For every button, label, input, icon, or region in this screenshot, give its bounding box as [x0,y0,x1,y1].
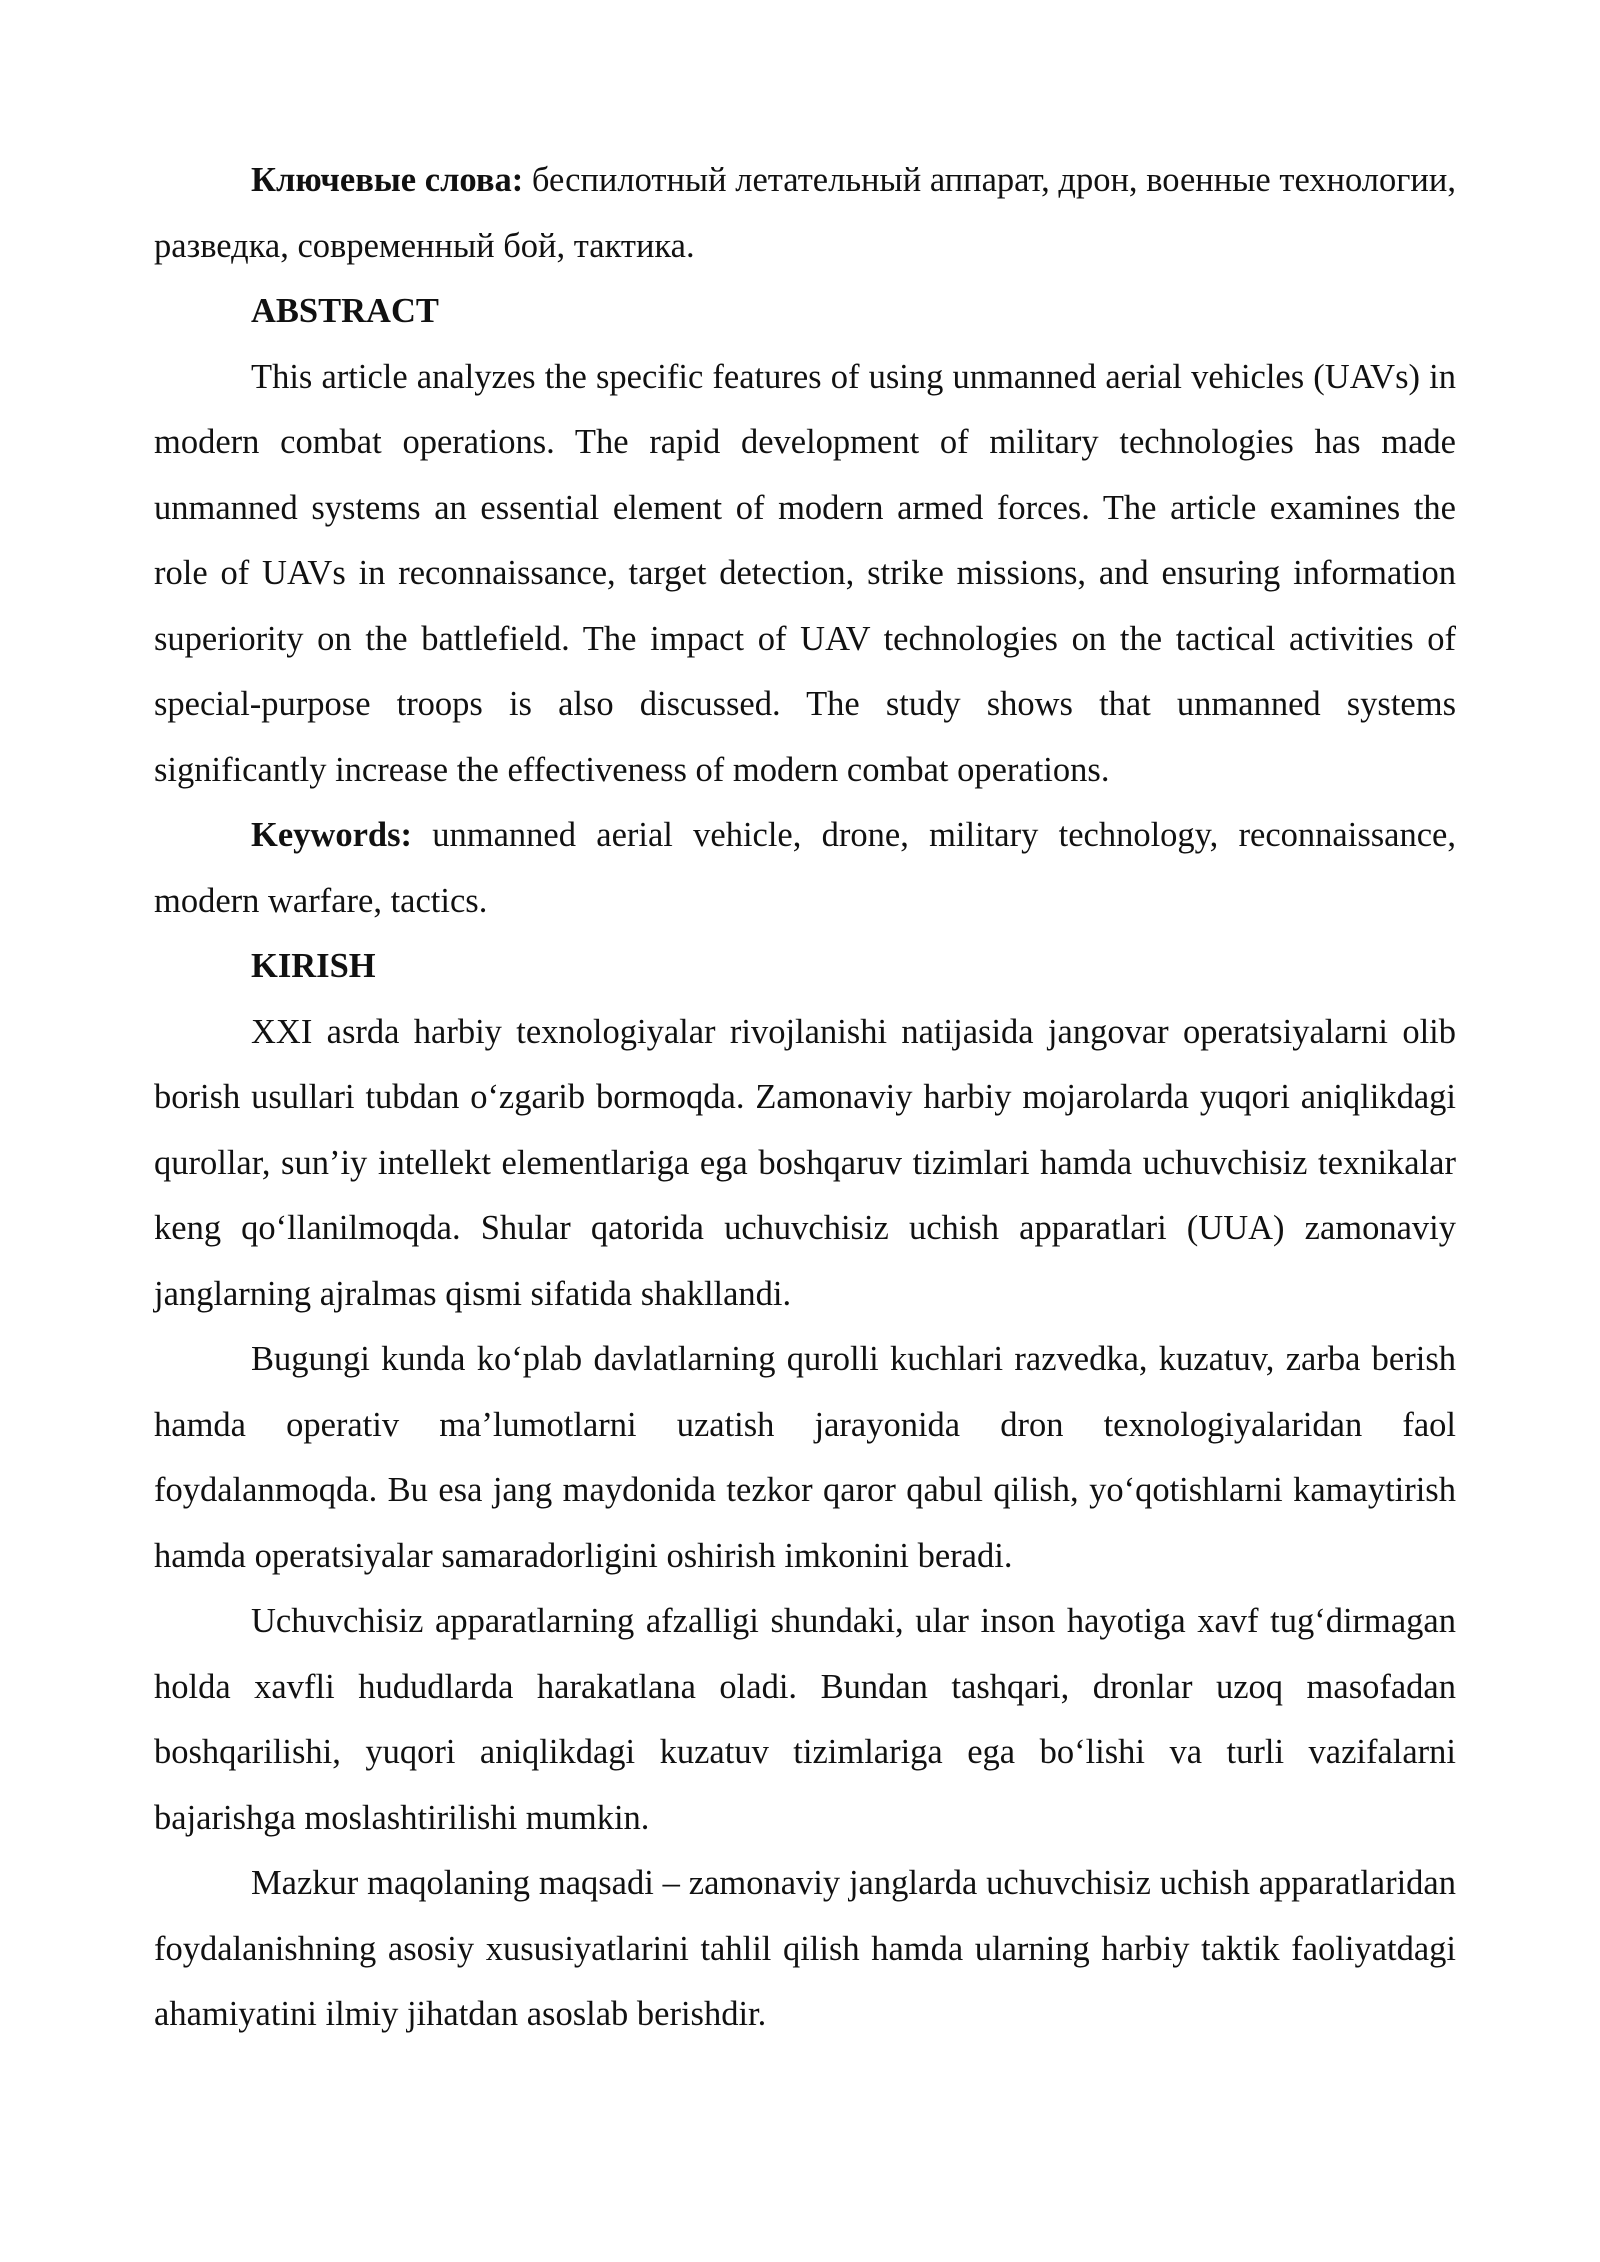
kirish-paragraph-1: XXI asrda harbiy texnologiyalar rivojlanishi natijasida jangovar operatsiyalarni olib borish usullari tubdan o‘zgarib bormoqda. Zamonaviy harbiy mojarolarda yuqori aniqlikdagi qurollar, sun’iy intellekt elementlariga ega boshqaruv tizimlari hamda uchuvchisiz texnikalar keng qo‘llanilmoqda. Shular qatorida uchuvchisiz uchish apparatlari (UUA) zamonaviy janglarning ajralmas qismi sifatida shakllandi. [154,1012,1456,1313]
kirish-paragraph-4: Mazkur maqolaning maqsadi – zamonaviy janglarda uchuvchisiz uchish apparatlaridan foydalanishning asosiy xususiyatlarini tahlil qilish hamda ularning harbiy taktik faoliyatdagi ahamiyatini ilmiy jihatdan asoslab berishdir. [154,1864,1456,2033]
keywords-ru-label: Ключевые слова: [251,161,524,199]
keywords-en-label: Keywords: [251,816,412,854]
abstract-heading: ABSTRACT [251,292,439,330]
keywords-en-paragraph [154,803,1456,934]
keywords-ru-text: беспилотный летательный аппарат, дрон, военные технологии, разведка, современный бой, тактика. [154,161,1456,265]
keywords-ru-paragraph [154,148,1456,279]
kirish-paragraph-2: Bugungi kunda ko‘plab davlatlarning qurolli kuchlari razvedka, kuzatuv, zarba berish hamda operativ ma’lumotlarni uzatish jarayonida dron texnologiyalaridan faol foydalanmoqda. Bu esa jang maydonida tezkor qaror qabul qilish, yo‘qotishlarni kamaytirish hamda operatsiyalar samaradorligini oshirish imkonini beradi. [154,1340,1456,1575]
keywords-en-text: unmanned aerial vehicle, drone, military technology, reconnaissance, modern warfare, tactics. [154,816,1456,920]
kirish-paragraph-3: Uchuvchisiz apparatlarning afzalligi shundaki, ular inson hayotiga xavf tug‘dirmagan holda xavfli hududlarda harakatlana oladi. Bundan tashqari, dronlar uzoq masofadan boshqarilishi, yuqori aniqlikdagi kuzatuv tizimlariga ega bo‘lishi va turli vazifalarni bajarishga moslashtirilishi mumkin. [154,1602,1456,1837]
kirish-heading: KIRISH [251,947,376,985]
abstract-paragraph: This article analyzes the specific features of using unmanned aerial vehicles (UAVs) in modern combat operations. The rapid development of military technologies has made unmanned systems an essential element of modern armed forces. The article examines the role of UAVs in reconnaissance, target detection, strike missions, and ensuring information superiority on the battlefield. The impact of UAV technologies on the tactical activities of special-purpose troops is also discussed. The study shows that unmanned systems significantly increase the effectiveness of modern combat operations. [154,357,1456,789]
